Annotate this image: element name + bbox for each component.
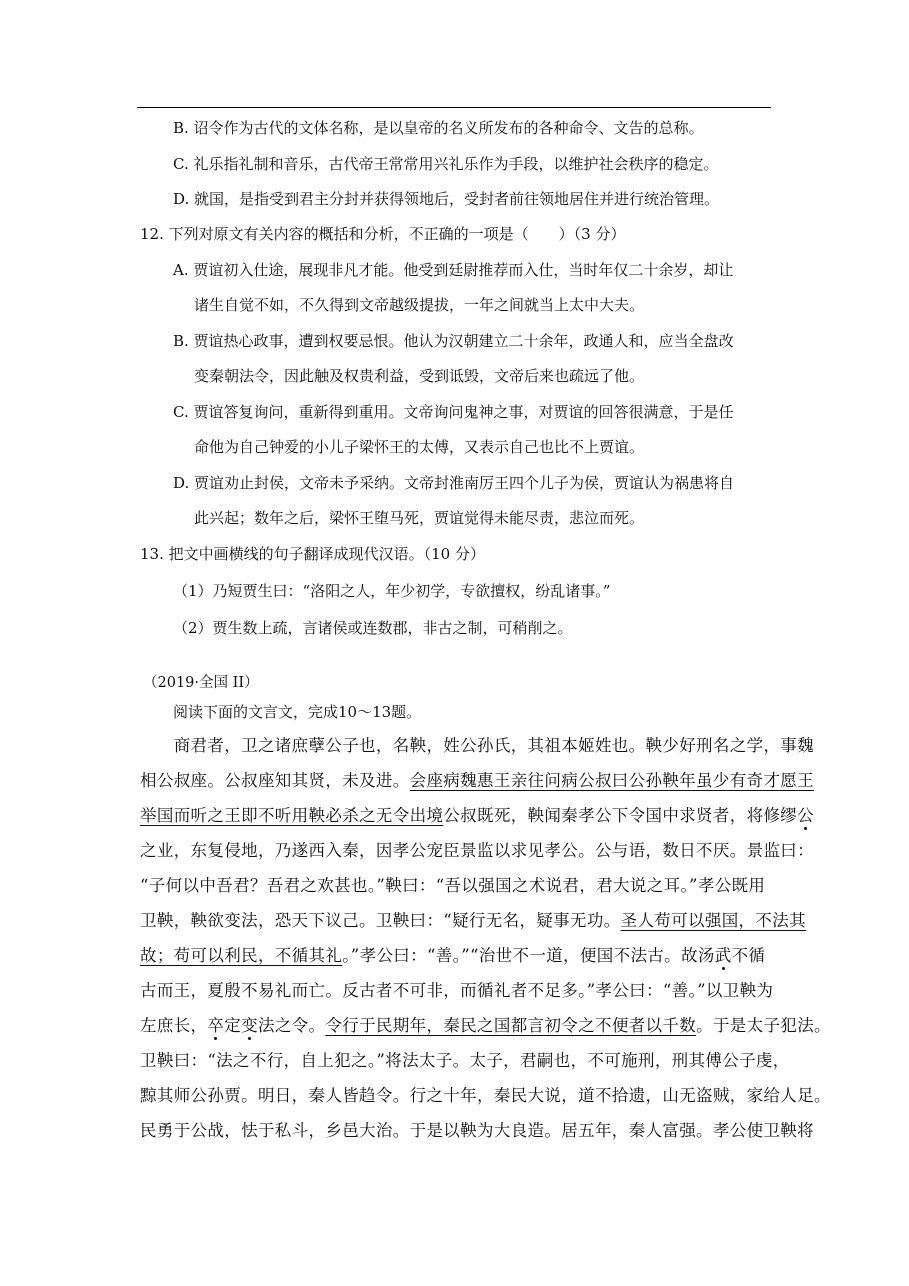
passage-line-6 [140, 911, 806, 931]
q12-stem: 12. 下列对原文有关内容的概括和分析，不正确的一项是（ ）（3 分） [140, 225, 626, 243]
passage-text: 之业，东复侵地，乃遂西入秦，因孝公宠臣景监以求见孝公。公与语，数日不厌。景监曰： [140, 841, 814, 860]
passage-line-8 [140, 981, 773, 1001]
q12-option-b-line1: B. 贾谊热心政事，遭到权要忌恨。他认为汉朝建立二十余年，政通人和，应当全盘改 [173, 332, 734, 350]
q12-option-a-line2: 诸生自觉不如，不久得到文帝越级提拔，一年之间就当上太中大夫。 [194, 296, 645, 314]
q12-option-b-line2: 变秦朝法令，因此触及权贵利益，受到诋毁，文帝后来也疏远了他。 [194, 367, 645, 385]
header-rule [137, 107, 771, 108]
passage-text: 古而王，夏殷不易礼而亡。反古者不可非，而循礼者不足多。”孝公曰：“善。”以卫鞅为 [140, 981, 774, 1000]
underlined-sentence: 举国而听之王即不听用鞅必杀之无令出境 [140, 806, 444, 825]
q12-option-c-line1: C. 贾谊答复询问，重新得到重用。文帝询问鬼神之事，对贾谊的回答很满意，于是任 [173, 403, 734, 421]
passage-line-9 [140, 1016, 831, 1036]
q13-stem: 13. 把文中画横线的句子翻译成现代汉语。（10 分） [140, 545, 485, 563]
q12-option-a-line1: A. 贾谊初入仕途，展现非凡才能。他受到廷尉推荐而入仕，当时年仅二十余岁，却让 [173, 261, 734, 279]
source-label: （2019·全国 II） [143, 675, 259, 691]
dotted-char: 变 [241, 1016, 258, 1035]
q12-option-d-line1: D. 贾谊劝止封侯，文帝未予采纳。文帝封淮南厉王四个儿子为侯，贾谊认为祸患将自 [173, 474, 735, 492]
passage-line-2 [140, 771, 814, 791]
passage-text: 卫鞅，鞅欲变法，恐天下议己。卫鞅曰：“疑行无名，疑事无功。 [140, 911, 621, 930]
passage-line-1 [140, 736, 814, 756]
passage-line-5 [140, 876, 765, 896]
instruction: 阅读下面的文言文，完成10～13题。 [173, 703, 422, 721]
dotted-char: 武 [714, 946, 732, 965]
underlined-sentence: 令行于民期年，秦民之国都言初令之不便者以千数 [325, 1016, 697, 1035]
passage-text: 定 [224, 1016, 242, 1035]
underlined-sentence: 会座病魏惠王亲往问病公叔曰公孙鞅年虽少有奇才愿王 [409, 771, 815, 790]
q12-option-d-line2: 此兴起；数年之后，梁怀王堕马死，贾谊觉得未能尽责，悲泣而死。 [194, 509, 645, 527]
underlined-sentence: 圣人苟可以强国，不法其 [620, 911, 806, 930]
passage-text: 左庶长， [140, 1016, 208, 1035]
q11-option-d: D. 就国，是指受到君主分封并获得领地后，受封者前往领地居住并进行统治管理。 [173, 190, 720, 208]
passage-text: 。于是太子犯法。 [696, 1016, 831, 1035]
passage-text: 法之令。 [257, 1016, 326, 1035]
passage-text: 相公叔座。公叔座知其贤，未及进。 [140, 771, 410, 790]
passage-text: 黥其师公孙贾。明日，秦人皆趋令。行之十年，秦民大说，道不拾遗，山无盗贼，家给人足。 [140, 1086, 831, 1105]
passage-text: 公叔既死，鞅闻秦孝公下令国中求贤者，将修缪 [443, 806, 798, 825]
passage-text: 不循 [731, 946, 766, 965]
underlined-sentence: 故；苟可以利民，不循其礼 [140, 946, 343, 965]
passage-text: 。”孝公曰：“善。”“治世不一道，便国不法古。故汤 [342, 946, 715, 965]
q13-item-2: （2）贾生数上疏，言诸侯或连数郡，非古之制，可稍削之。 [173, 619, 573, 637]
dotted-char: 公 [797, 806, 815, 825]
passage-line-10 [140, 1051, 790, 1071]
passage-text: 卫鞅曰：“法之不行，自上犯之。”将法太子。太子，君嗣也，不可施刑，刑其傅公子虔， [140, 1051, 790, 1070]
passage-line-7 [140, 946, 765, 966]
q12-option-c-line2: 命他为自己钟爱的小儿子梁怀王的太傅，又表示自己也比不上贾谊。 [194, 438, 645, 456]
passage-line-11 [140, 1086, 831, 1106]
passage-text: “子何以中吾君？吾君之欢甚也。”鞅曰：“吾以强国之术说君，君大说之耳。”孝公既用 [140, 876, 766, 895]
passage-text: 民勇于公战，怯于私斗，乡邑大治。于是以鞅为大良造。居五年，秦人富强。孝公使卫鞅将 [140, 1121, 814, 1140]
q11-option-b: B. 诏令作为古代的文体名称，是以皇帝的名义所发布的各种命令、文告的总称。 [173, 119, 704, 137]
passage-line-3 [140, 806, 814, 826]
passage-line-4 [140, 841, 814, 861]
passage-text: 商君者，卫之诸庶孽公子也，名鞅，姓公孙氏，其祖本姬姓也。鞅少好刑名之学，事魏 [140, 736, 814, 755]
dotted-char: 卒 [207, 1016, 225, 1035]
q11-option-c: C. 礼乐指礼制和音乐，古代帝王常常用兴礼乐作为手段，以维护社会秩序的稳定。 [173, 155, 719, 173]
q13-item-1: （1）乃短贾生曰：“洛阳之人，年少初学，专欲擅权，纷乱诸事。” [173, 582, 611, 600]
passage-line-12 [140, 1121, 814, 1141]
